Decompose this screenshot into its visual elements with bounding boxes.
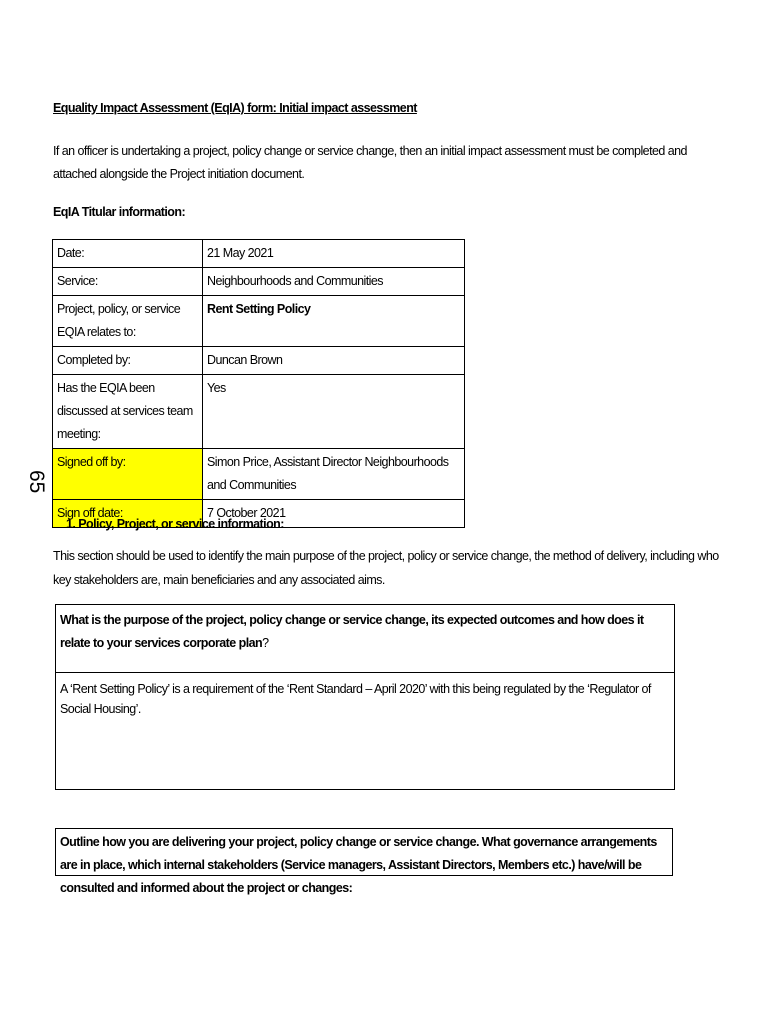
table-row [53, 240, 465, 268]
purpose-question-text: What is the purpose of the project, policy change or service change, its expected outcomes and how does it relate to your services corporate plan [60, 613, 644, 650]
date-label: Date: [53, 240, 203, 268]
titular-heading: EqIA Titular information: [53, 205, 186, 219]
service-value: Neighbourhoods and Communities [203, 268, 465, 296]
project-value: Rent Setting Policy [203, 296, 465, 347]
signed-off-by-label: Signed off by: [53, 449, 203, 500]
project-label: Project, policy, or service EQIA relates to: [53, 296, 203, 347]
table-row [53, 296, 465, 347]
sign-off-date-value: 7 October 2021 [203, 500, 465, 528]
outline-question: Outline how you are delivering your project, policy change or service change. What governance arrangements are in place, which internal stakeholders (Service managers, Assistant Directors, Members etc.) have/will be consulted and informed about the project or changes: [55, 828, 673, 876]
date-value: 21 May 2021 [203, 240, 465, 268]
page-number: 65 [25, 470, 48, 494]
section-description: This section should be used to identify the main purpose of the project, policy or service change, the method of delivery, including who key stakeholders are, main beneficiaries and any associated aims. [53, 549, 719, 587]
purpose-answer: A ‘Rent Setting Policy’ is a requirement of the ‘Rent Standard – April 2020’ with this being regulated by the ‘Regulator of Social Housing’. [60, 682, 651, 716]
sign-off-date-label: Sign off date: [53, 500, 203, 528]
section-heading: 1. Policy, Project, or service information: [66, 517, 284, 531]
discussed-label: Has the EQIA been discussed at services team meeting: [53, 375, 203, 449]
completed-by-value: Duncan Brown [203, 347, 465, 375]
table-row [53, 268, 465, 296]
signed-off-by-value: Simon Price, Assistant Director Neighbourhoods and Communities [203, 449, 465, 500]
purpose-question-mark: ? [262, 636, 269, 650]
table-row [53, 449, 465, 500]
service-label: Service: [53, 268, 203, 296]
table-row [53, 347, 465, 375]
table-row [53, 375, 465, 449]
purpose-question [56, 605, 674, 673]
titular-info-table [52, 239, 465, 528]
discussed-value: Yes [203, 375, 465, 449]
document-title: Equality Impact Assessment (EqIA) form: Initial impact assessment [53, 101, 417, 115]
intro-paragraph: If an officer is undertaking a project, policy change or service change, then an initial impact assessment must be completed and attached alongside the Project initiation document. [53, 144, 687, 181]
purpose-box [55, 604, 675, 790]
completed-by-label: Completed by: [53, 347, 203, 375]
